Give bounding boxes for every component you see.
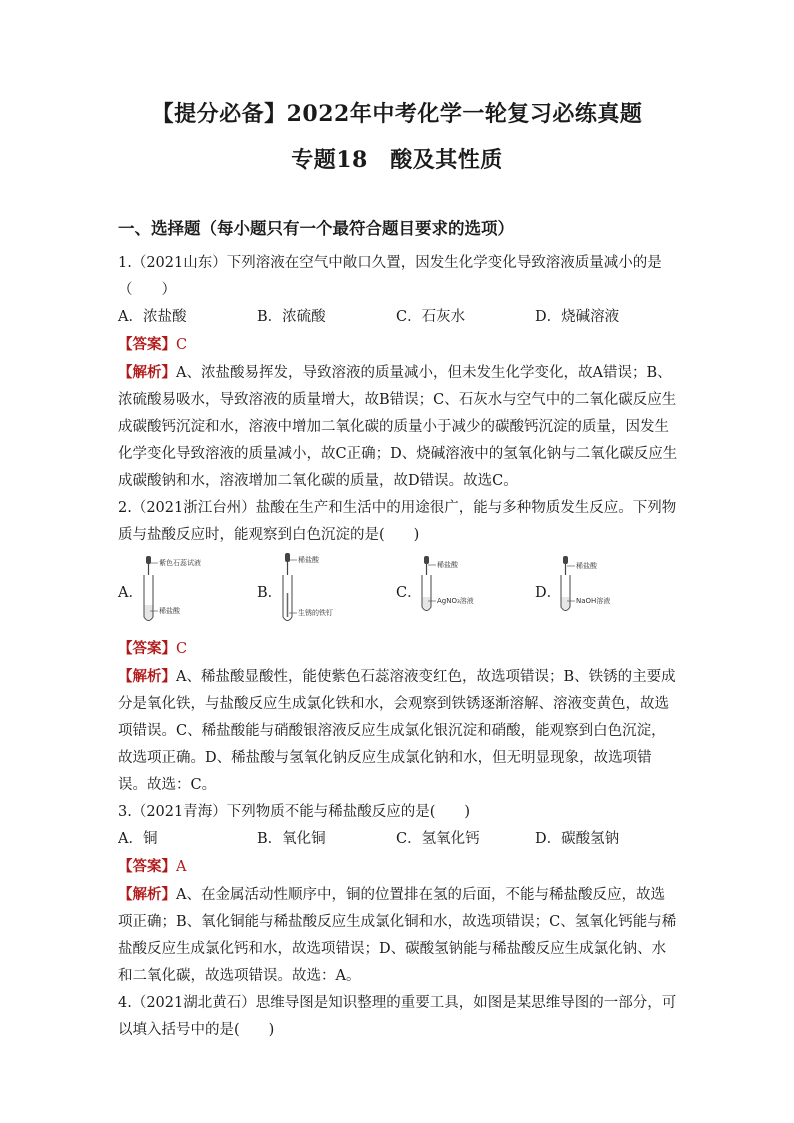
question-1-options	[118, 304, 678, 331]
figure-letter: B．	[257, 585, 283, 601]
option-b: B．氧化铜	[257, 831, 326, 847]
question-1-bracket: （ ）	[118, 282, 176, 298]
solution-label: 稀盐酸	[159, 607, 180, 615]
option-d: D．碳酸氢钠	[535, 831, 620, 847]
test-tube-dropper-icon	[275, 553, 385, 629]
question-2	[118, 495, 678, 799]
question-4	[118, 990, 678, 1044]
question-1-stem: 1.（2021山东）下列溶液在空气中敞口久置，因发生化学变化导致溶液质量减小的是	[118, 255, 662, 271]
answer-label: 【答案】	[118, 640, 176, 657]
analysis-label: 【解析】	[118, 886, 176, 903]
figure-d	[535, 553, 674, 629]
document-body	[118, 216, 678, 1044]
solution-label: NaOH溶液	[576, 597, 611, 605]
question-1-analysis	[118, 359, 678, 495]
page-subtitle: 专题18 酸及其性质	[291, 147, 503, 173]
figure-a	[118, 553, 257, 629]
question-1	[118, 250, 678, 495]
analysis-label: 【解析】	[118, 364, 176, 381]
option-c: C．石灰水	[396, 309, 466, 325]
option-d: D．烧碱溶液	[535, 309, 620, 325]
reagent-label: 稀盐酸	[298, 556, 319, 564]
test-tube-dropper-icon	[414, 553, 524, 629]
answer-value: A	[176, 859, 187, 875]
question-2-figures	[118, 553, 678, 629]
option-a: A．浓盐酸	[118, 309, 187, 325]
figure-letter: C．	[396, 585, 422, 601]
answer-value: C	[176, 641, 188, 657]
option-a: A．铜	[118, 831, 158, 847]
option-c: C．氢氧化钙	[396, 831, 480, 847]
solution-label: 生锈的铁钉	[298, 609, 333, 617]
answer-label: 【答案】	[118, 858, 176, 875]
question-2-answer	[118, 635, 678, 663]
question-3-answer	[118, 853, 678, 881]
test-tube-dropper-icon	[553, 553, 663, 629]
question-2-analysis	[118, 663, 678, 799]
answer-label: 【答案】	[118, 336, 176, 353]
question-3-options	[118, 826, 678, 853]
page-title: 【提分必备】2022年中考化学一轮复习必练真题	[151, 101, 643, 127]
figure-letter: A．	[118, 585, 143, 601]
answer-value: C	[176, 337, 188, 353]
option-b: B．浓硫酸	[257, 309, 326, 325]
analysis-text: A、稀盐酸显酸性，能使紫色石蕊溶液变红色，故选项错误；B、铁锈的主要成分是氧化铁，与盐酸反应生成氯化铁和水，会观察到铁锈逐渐溶解、溶液变黄色，故选项错误。C、稀盐酸能与硝酸银溶液反应生成氯化银沉淀和硝酸，能观察到白色沉淀，故选项正确。D、稀盐酸与氢氧化钠反应生成氯化钠和水，但无明显现象，故选项错误。故选：C。	[118, 669, 676, 793]
reagent-label: 紫色石蕊试液	[159, 559, 201, 567]
figure-b	[257, 553, 396, 629]
reagent-label: 稀盐酸	[437, 561, 458, 569]
question-3-stem: 3.（2021青海）下列物质不能与稀盐酸反应的是( )	[118, 804, 471, 820]
section-heading: 一、选择题（每小题只有一个最符合题目要求的选项）	[118, 219, 514, 238]
test-tube-dropper-icon	[136, 553, 246, 629]
question-4-stem: 4.（2021湖北黄石）思维导图是知识整理的重要工具，如图是某思维导图的一部分，可以填入括号中的是( )	[118, 995, 677, 1038]
analysis-label: 【解析】	[118, 668, 176, 685]
analysis-text: A、浓盐酸易挥发，导致溶液的质量减小，但未发生化学变化，故A错误；B、浓硫酸易吸水，导致溶液的质量增大，故B错误；C、石灰水与空气中的二氧化碳反应生成碳酸钙沉淀和水，溶液中增加二氧化碳的质量小于减少的碳酸钙沉淀的质量，因发生化学变化导致溶液的质量减小，故C正确；D、烧碱溶液中的氢氧化钠与二氧化碳反应生成碳酸钠和水，溶液增加二氧化碳的质量，故D错误。故选C。	[118, 365, 678, 489]
figure-c	[396, 553, 535, 629]
reagent-label: 稀盐酸	[576, 562, 597, 570]
question-1-answer	[118, 331, 678, 359]
figure-letter: D．	[535, 585, 562, 601]
question-3-analysis	[118, 881, 678, 990]
analysis-text: A、在金属活动性顺序中，铜的位置排在氢的后面，不能与稀盐酸反应，故选项正确；B、氧化铜能与稀盐酸反应生成氯化铜和水，故选项错误；C、氢氧化钙能与稀盐酸反应生成氯化钙和水，故选项错误；D、碳酸氢钠能与稀盐酸反应生成氯化钠、水和二氧化碳，故选项错误。故选：A。	[118, 887, 677, 984]
question-3	[118, 799, 678, 990]
solution-label: AgNO₃溶液	[437, 597, 474, 605]
question-2-stem: 2.（2021浙江台州）盐酸在生产和生活中的用途很广，能与多种物质发生反应。下列物质与盐酸反应时，能观察到白色沉淀的是( )	[118, 500, 677, 543]
